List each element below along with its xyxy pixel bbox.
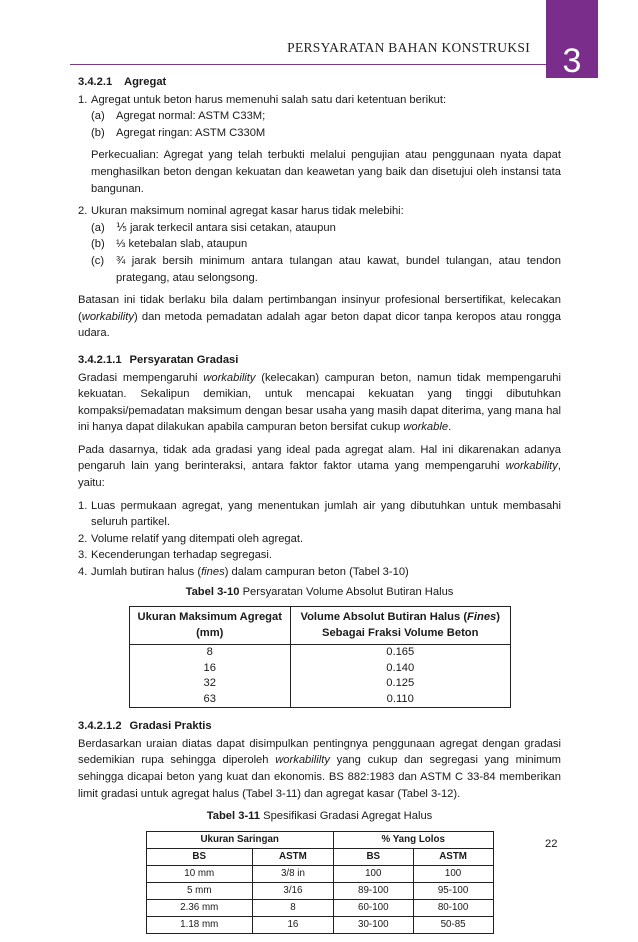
column-header <box>290 607 510 645</box>
table-header-row <box>129 607 510 645</box>
table-row <box>129 645 510 661</box>
column-header: BS <box>333 848 413 865</box>
table-cell: 16 <box>252 916 333 933</box>
table-cell: 95-100 <box>413 882 493 899</box>
sub-item-text: ¾ jarak bersih minimum antara tulangan atau kawat, bundel tulangan, atau tendon prategang, atau selongsong. <box>116 254 561 284</box>
sub-marker: (c) <box>91 254 105 267</box>
page-body <box>78 74 561 942</box>
sub-item-text: ⅓ ketebalan slab, ataupun <box>116 238 248 251</box>
list-item-text: Ukuran maksimum nominal agregat kasar harus tidak melebihi: <box>91 205 404 218</box>
caption-text: Spesifikasi Gradasi Agregat Halus <box>263 810 433 823</box>
sub-item-text: Agregat normal: ASTM C33M; <box>116 110 266 123</box>
table-cell: 89-100 <box>333 882 413 899</box>
table-cell: 10 mm <box>146 865 252 882</box>
table-3-11-caption <box>78 808 561 825</box>
section-number: 3.4.2.1.2 <box>78 720 122 733</box>
table-cell: 2.36 mm <box>146 899 252 916</box>
table-cell: 30-100 <box>333 916 413 933</box>
running-header: PERSYARATAN BAHAN KONSTRUKSI <box>287 40 530 55</box>
column-header <box>129 607 290 645</box>
praktis-paragraph <box>78 736 561 802</box>
header-divider <box>70 64 550 65</box>
page-number: 22 <box>545 838 558 850</box>
section-title: Agregat <box>124 76 167 88</box>
emphasis: workability <box>81 310 134 323</box>
column-header: ASTM <box>252 848 333 865</box>
column-group-header: % Yang Lolos <box>333 831 493 848</box>
list-item <box>78 547 561 564</box>
list-marker: 1. <box>78 93 88 106</box>
caption-label: Tabel 3-10 <box>185 585 240 598</box>
table-row <box>146 882 493 899</box>
section-number: 3.4.2.1.1 <box>78 353 122 366</box>
list-item <box>78 531 561 548</box>
emphasis: workability <box>203 371 256 384</box>
sub-list <box>91 220 561 286</box>
table-cell: 50-85 <box>413 916 493 933</box>
table-cell: 0.140 <box>290 661 510 677</box>
table-cell: 60-100 <box>333 899 413 916</box>
table-cell: 1.18 mm <box>146 916 252 933</box>
table-cell: 100 <box>413 865 493 882</box>
table-cell: 63 <box>129 692 290 708</box>
emphasis: workable <box>403 421 449 434</box>
table-3-11 <box>146 831 494 934</box>
table-cell: 16 <box>129 661 290 677</box>
table-row <box>146 865 493 882</box>
sub-list-item <box>91 125 561 142</box>
column-header: ASTM <box>413 848 493 865</box>
text-run: ) dalam campuran beton (Tabel 3-10) <box>224 566 409 579</box>
list-item-text: Agregat untuk beton harus memenuhi salah satu dari ketentuan berikut: <box>91 93 447 106</box>
table-3-10-caption <box>78 584 561 601</box>
table-cell: 3/8 in <box>252 865 333 882</box>
table-row <box>129 661 510 677</box>
emphasis: Fines <box>467 611 497 624</box>
gradasi-paragraph-1 <box>78 370 561 436</box>
sub-list-item <box>91 108 561 125</box>
section-heading-gradasi <box>78 352 561 369</box>
emphasis: workability <box>505 460 558 473</box>
table-cell: 5 mm <box>146 882 252 899</box>
text-run: . <box>448 421 452 434</box>
text-run: Berdasarkan uraian diatas dapat disimpulkan pentingnya penggunaan agregat dengan gradasi sedemikian rupa sehingga diperoleh <box>78 737 561 767</box>
agregat-requirements-list <box>78 92 561 287</box>
sub-item-text: Agregat ringan: ASTM C330M <box>116 126 266 139</box>
sub-list-item <box>91 220 561 237</box>
sub-marker: (a) <box>91 110 105 123</box>
exception-note: Perkecualian: Agregat yang telah terbukti melalui pengujian atau penggunaan nyata dapat menghasilkan beton dengan kekuatan dan keawetan yang baik dan disetujui oleh instansi tata bangunan. <box>91 149 561 195</box>
table-cell: 80-100 <box>413 899 493 916</box>
sub-item-text: ⅕ jarak terkecil antara sisi cetakan, ataupun <box>116 221 336 234</box>
sub-marker: (a) <box>91 221 105 234</box>
section-title: Gradasi Praktis <box>129 720 212 733</box>
header-line: (mm) <box>196 626 224 639</box>
chapter-badge: 3 <box>546 0 598 78</box>
list-marker: 4. <box>78 566 88 579</box>
table-cell: 32 <box>129 676 290 692</box>
header-line: Sebagai Fraksi Volume Beton <box>322 626 479 639</box>
table-cell: 3/16 <box>252 882 333 899</box>
sub-list <box>91 108 561 141</box>
section-title: Persyaratan Gradasi <box>129 353 239 366</box>
table-cell: 0.125 <box>290 676 510 692</box>
list-item <box>78 203 561 286</box>
gradasi-factor-list <box>78 498 561 581</box>
table-3-10 <box>129 606 511 708</box>
table-group-header-row <box>146 831 493 848</box>
header-line: ) <box>496 611 501 624</box>
table-header-row <box>146 848 493 865</box>
header-line: Volume Absolut Butiran Halus ( <box>300 611 468 624</box>
caption-label: Tabel 3-11 <box>206 810 261 823</box>
limitation-paragraph <box>78 292 561 342</box>
section-heading-praktis <box>78 718 561 735</box>
sub-marker: (b) <box>91 126 105 139</box>
text-run: , yaitu: <box>78 460 561 490</box>
text-run: Batasan ini tidak berlaku bila dalam pertimbangan insinyur profesional bersertifikat, kelecakan ( <box>78 294 561 323</box>
column-header: BS <box>146 848 252 865</box>
table-cell: 0.165 <box>290 645 510 661</box>
list-marker: 2. <box>78 205 88 218</box>
sub-list-item <box>91 253 561 286</box>
emphasis: fines <box>201 566 225 579</box>
list-item-text: Luas permukaan agregat, yang menentukan jumlah air yang dibutuhkan untuk membasahi seluruh partikel. <box>91 499 561 529</box>
table-row <box>146 916 493 933</box>
table-cell: 0.110 <box>290 692 510 708</box>
list-marker: 2. <box>78 532 88 545</box>
text-run: Pada dasarnya, tidak ada gradasi yang ideal pada agregat alam. Hal ini dikarenakan adanya pengaruh lain yang berinteraksi, antara faktor faktor utama yang mempengaruhi <box>78 443 561 473</box>
list-item <box>78 564 561 581</box>
caption-text: Persyaratan Volume Absolut Butiran Halus <box>242 585 454 598</box>
header-line: Ukuran Maksimum Agregat <box>137 611 282 624</box>
list-item <box>78 498 561 531</box>
text-run: Gradasi mempengaruhi <box>78 371 204 384</box>
table-row <box>129 692 510 708</box>
section-heading-agregat <box>78 74 561 91</box>
list-item <box>78 92 561 198</box>
table-cell: 100 <box>333 865 413 882</box>
table-row <box>129 676 510 692</box>
emphasis: workabililty <box>275 754 330 767</box>
section-number: 3.4.2.1 <box>78 76 113 88</box>
table-cell: 8 <box>129 645 290 661</box>
text-run: Jumlah butiran halus ( <box>91 566 202 579</box>
list-item-text: Volume relatif yang ditempati oleh agregat. <box>91 532 304 545</box>
sub-list-item <box>91 236 561 253</box>
sub-marker: (b) <box>91 238 105 251</box>
list-marker: 1. <box>78 499 88 512</box>
list-item-text: Kecenderungan terhadap segregasi. <box>91 549 272 562</box>
list-marker: 3. <box>78 549 88 562</box>
gradasi-paragraph-2 <box>78 442 561 492</box>
text-run: yang cukup dan segregasi yang minimum sehingga dicapai beton yang kuat dan ekonomis. BS 882:1983 dan ASTM C 33-84 memberikan limit gradasi untuk agregat halus (Tabel 3-11) dan agregat kasar (Tabel 3-12). <box>78 754 561 800</box>
text-run: ) dan metoda pemadatan adalah agar beton dapat dicor tanpa keropos atau rongga udara. <box>78 310 561 340</box>
table-cell: 8 <box>252 899 333 916</box>
column-group-header: Ukuran Saringan <box>146 831 333 848</box>
text-run: (kelecakan) campuran beton, namun tidak mempengaruhi kekuatan. Sekalipun demikian, untuk mencapai kekuatan yang tinggi dibutuhkan kompaksi/pemadatan maksimum dengan besar usaha yang masih dapat diterima, yang mana hal ini hanya dapat dilakukan apabila campuran beton bersifat cukup <box>78 371 562 434</box>
